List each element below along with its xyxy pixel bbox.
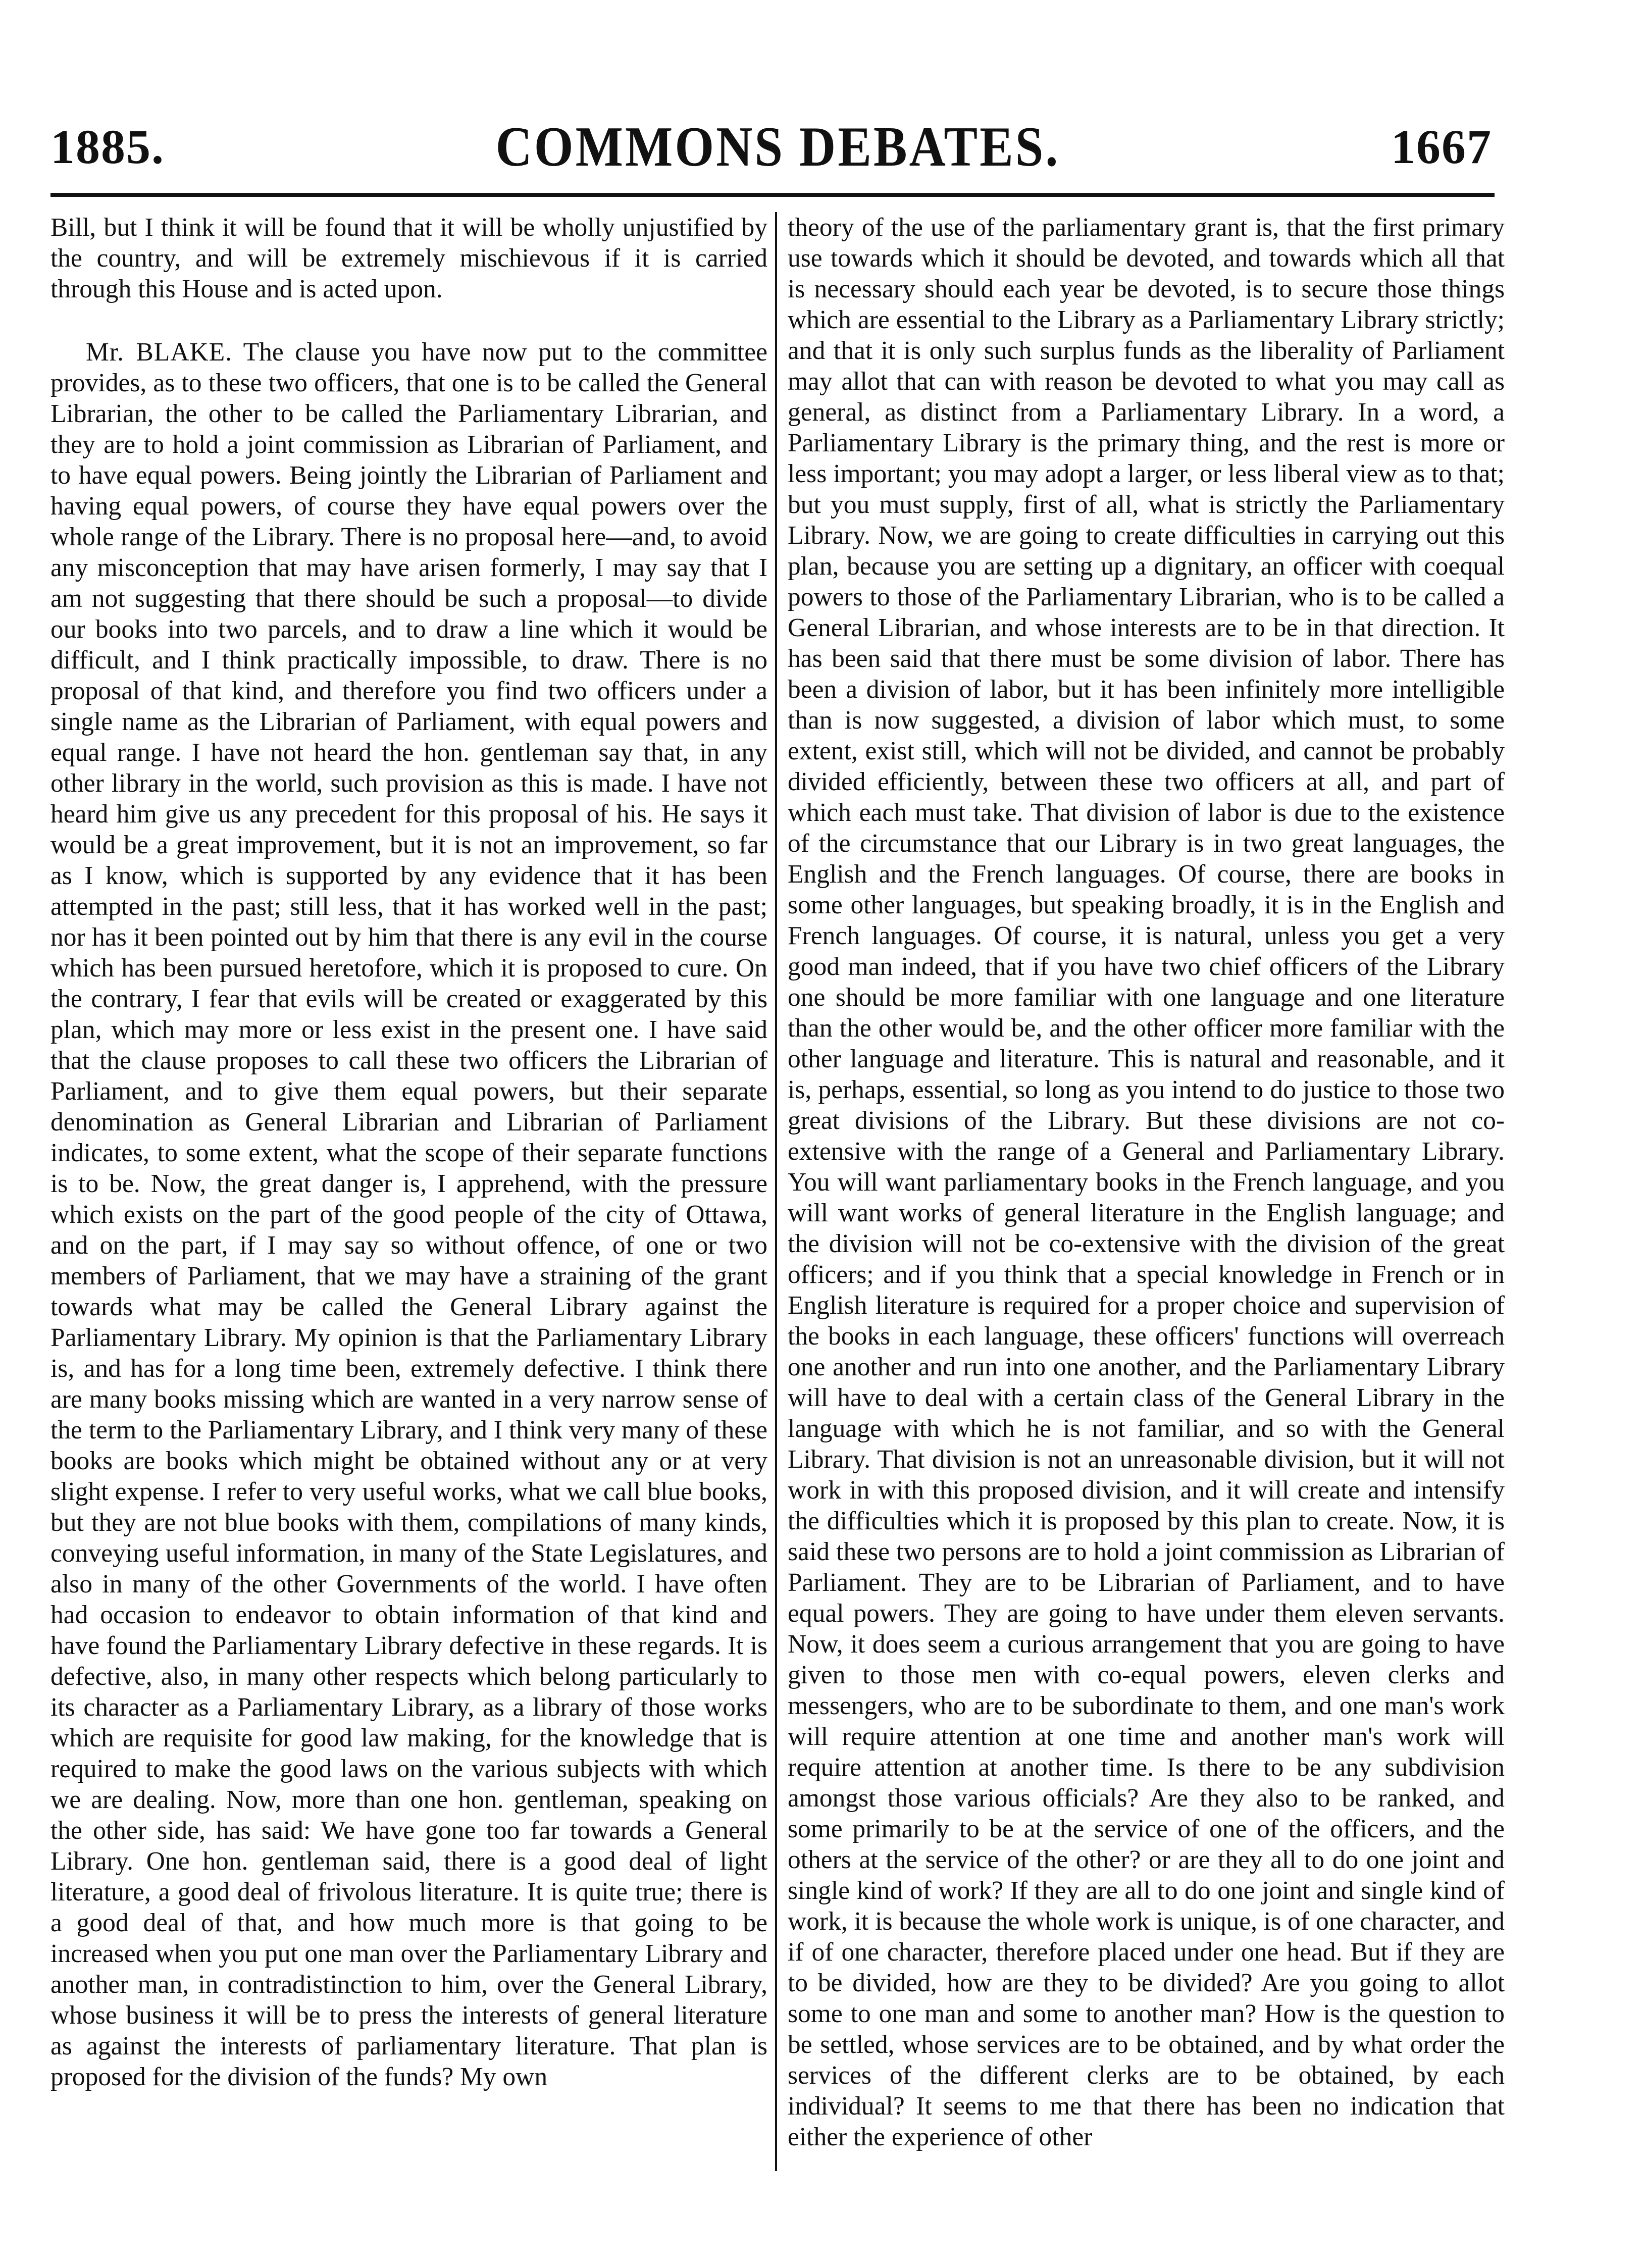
paragraph-continued-right: theory of the use of the parliamentary grant is, that the first primary use towards which it should be devoted, and towards which all that is necessary should each year be devoted, is to secure those things which are essential to the Library as a Parliamentary Library strictly; and that it is only such surplus funds as the liberality of Parliament may allot that can with reason be devoted to what you may call as general, as distinct from a Parliamentary Library. In a word, a Parliamentary Library is the primary thing, and the rest is more or less important; you may adopt a larger, or less liberal view as to that; but you must supply, first of all, what is strictly the Parliamentary Library. Now, we are going to create difficulties in carrying out this plan, because you are setting up a dignitary, an officer with coequal powers to those of the Parliamentary Librarian, who is to be called a General Librarian, and whose interests are to be in that direction. It has been said that there must be some division of labor. There has been a division of labor, but it has been infinitely more intelligible than is now suggested, a division of labor which must, to some extent, exist still, which will not be divided, and cannot be probably divided efficiently, between these two officers at all, and part of which each must take. That division of labor is due to the existence of the circumstance that our Library is in two great languages, the English and the French languages. Of course, there are books in some other languages, but speaking broadly, it is in the English and French languages. Of course, it is natural, unless you get a very good man indeed, that if you have two chief officers of the Library one should be more familiar with one language and one literature than the other would be, and the other officer more familiar with the other language and literature. This is natural and reasonable, and it is, perhaps, essential, so long as you intend to do justice to those two great divisions of the Library. But these divisions are not co-extensive with the range of a General and Parliamentary Library. You will want parliamentary books in the French language, and you will want works of general literature in the English language; and the division will not be co-extensive with the division of the great officers; and if you think that a special knowledge in French or in English literature is required for a proper choice and supervision of the books in each language, these officers' functions will overreach one another and run into one another, and the Parliamentary Library will have to deal with a certain class of the General Library in the language with which he is not familiar, and so with the General Library. That division is not an unreasonable division, but it will not work in with this proposed division, and it will create and intensify the difficulties which it is proposed by this plan to create. Now, it is said these two persons are to hold a joint commission as Librarian of Parliament. They are to be Librarian of Parliament, and to have equal powers. They are going to have under them eleven servants. Now, it does seem a curious arrangement that you are going to have given to those men with co-equal powers, eleven clerks and messengers, who are to be subordinate to them, and one man's work will require attention at one time and another man's work will require attention at another time. Is there to be any subdivision amongst those various officials? Are they also to be ranked, and some primarily to be at the service of one of the officers, and the others at the service of the other? or are they all to do one joint and single kind of work? If they are all to do one joint and single kind of work, it is because the whole work is unique, is of one character, and if of one character, therefore placed under one head. But if they are to be divided, how are they to be divided? Are you going to allot some to one man and some to another man? How is the question to be settled, whose services are to be obtained, and by what order the services of the different clerks are to be obtained, by each individual? It seems to me that there has been no indication that either the experience of other — [788, 213, 1505, 2151]
speech-text: The clause you have now put to the committee provides, as to these two officers, that one is to be called the General Librarian, the other to be called the Parliamentary Librarian, and they are to hold a joint commission as Librarian of Parliament, and to have equal powers. Being jointly the Librarian of Parliament and having equal powers, of course they have equal powers over the whole range of the Library. There is no proposal here—and, to avoid any misconception that may have arisen formerly, I may say that I am not suggesting that there should be such a proposal—to divide our books into two parcels, and to draw a line which it would be difficult, and I think practically impossible, to draw. There is no proposal of that kind, and therefore you find two officers under a single name as the Librarian of Parliament, with equal powers and equal range. I have not heard the hon. gentleman say that, in any other library in the world, such provision as this is made. I have not heard him give us any precedent for this proposal of his. He says it would be a great improvement, but it is not an improvement, so far as I know, which is supported by any evidence that it has been attempted in the past; still less, that it has worked well in the past; nor has it been pointed out by him that there is any evil in the course which has been pursued heretofore, which it is proposed to cure. On the contrary, I fear that evils will be created or exaggerated by this plan, which may more or less exist in the present one. I have said that the clause proposes to call these two officers the Librarian of Parliament, and to give them equal powers, but their separate denomination as General Librarian and Librarian of Parliament indicates, to some extent, what the scope of their separate functions is to be. Now, the great danger is, I apprehend, with the pressure which exists on the part of the good people of the city of Ottawa, and on the part, if I may say so without offence, of one or two members of Parliament, that we may have a straining of the grant towards what may be called the General Library against the Parliamentary Library. My opinion is that the Parliamentary Library is, and has for a long time been, extremely defective. I think there are many books missing which are wanted in a very narrow sense of the term to the Parliamentary Library, and I think very many of these books are books which might be obtained without any or at very slight expense. I refer to very useful works, what we call blue books, but they are not blue books with them, compilations of many kinds, conveying useful information, in many of the State Legislatures, and also in many of the other Governments of the world. I have often had occasion to endeavor to obtain information of that kind and have found the Parliamentary Library defective in these regards. It is defective, also, in many other respects which belong particularly to its character as a Parliamentary Library, as a library of those works which are requisite for good law making, for the knowledge that is required to make the good laws on the various subjects with which we are dealing. Now, more than one hon. gentleman, speaking on the other side, has said: We have gone too far towards a General Library. One hon. gentleman said, there is a good deal of light literature, a good deal of frivolous literature. It is quite true; there is a good deal of that, and how much more is that going to be increased when you put one man over the Parliamentary Library and another man, in contradistinction to him, over the General Library, whose business it will be to press the interests of general literature as against the interests of parliamentary literature. That plan is proposed for the division of the funds? My own — [50, 338, 767, 2091]
column-divider — [775, 212, 777, 2171]
header-year: 1885. — [50, 119, 165, 174]
page-header — [50, 109, 1492, 184]
header-title: COMMONS DEBATES. — [495, 115, 1060, 178]
speaker-name: Mr. BLAKE. — [86, 338, 233, 367]
left-column — [50, 212, 767, 2176]
right-column — [788, 212, 1505, 2176]
paragraph-blake — [50, 337, 767, 2092]
header-page-number: 1667 — [1391, 119, 1492, 174]
header-rule — [50, 193, 1495, 197]
paragraph-continued: Bill, but I think it will be found that it will be wholly unjustified by the country, and will be extremely mischievous if it is carried through this House and is acted upon. — [50, 213, 767, 303]
